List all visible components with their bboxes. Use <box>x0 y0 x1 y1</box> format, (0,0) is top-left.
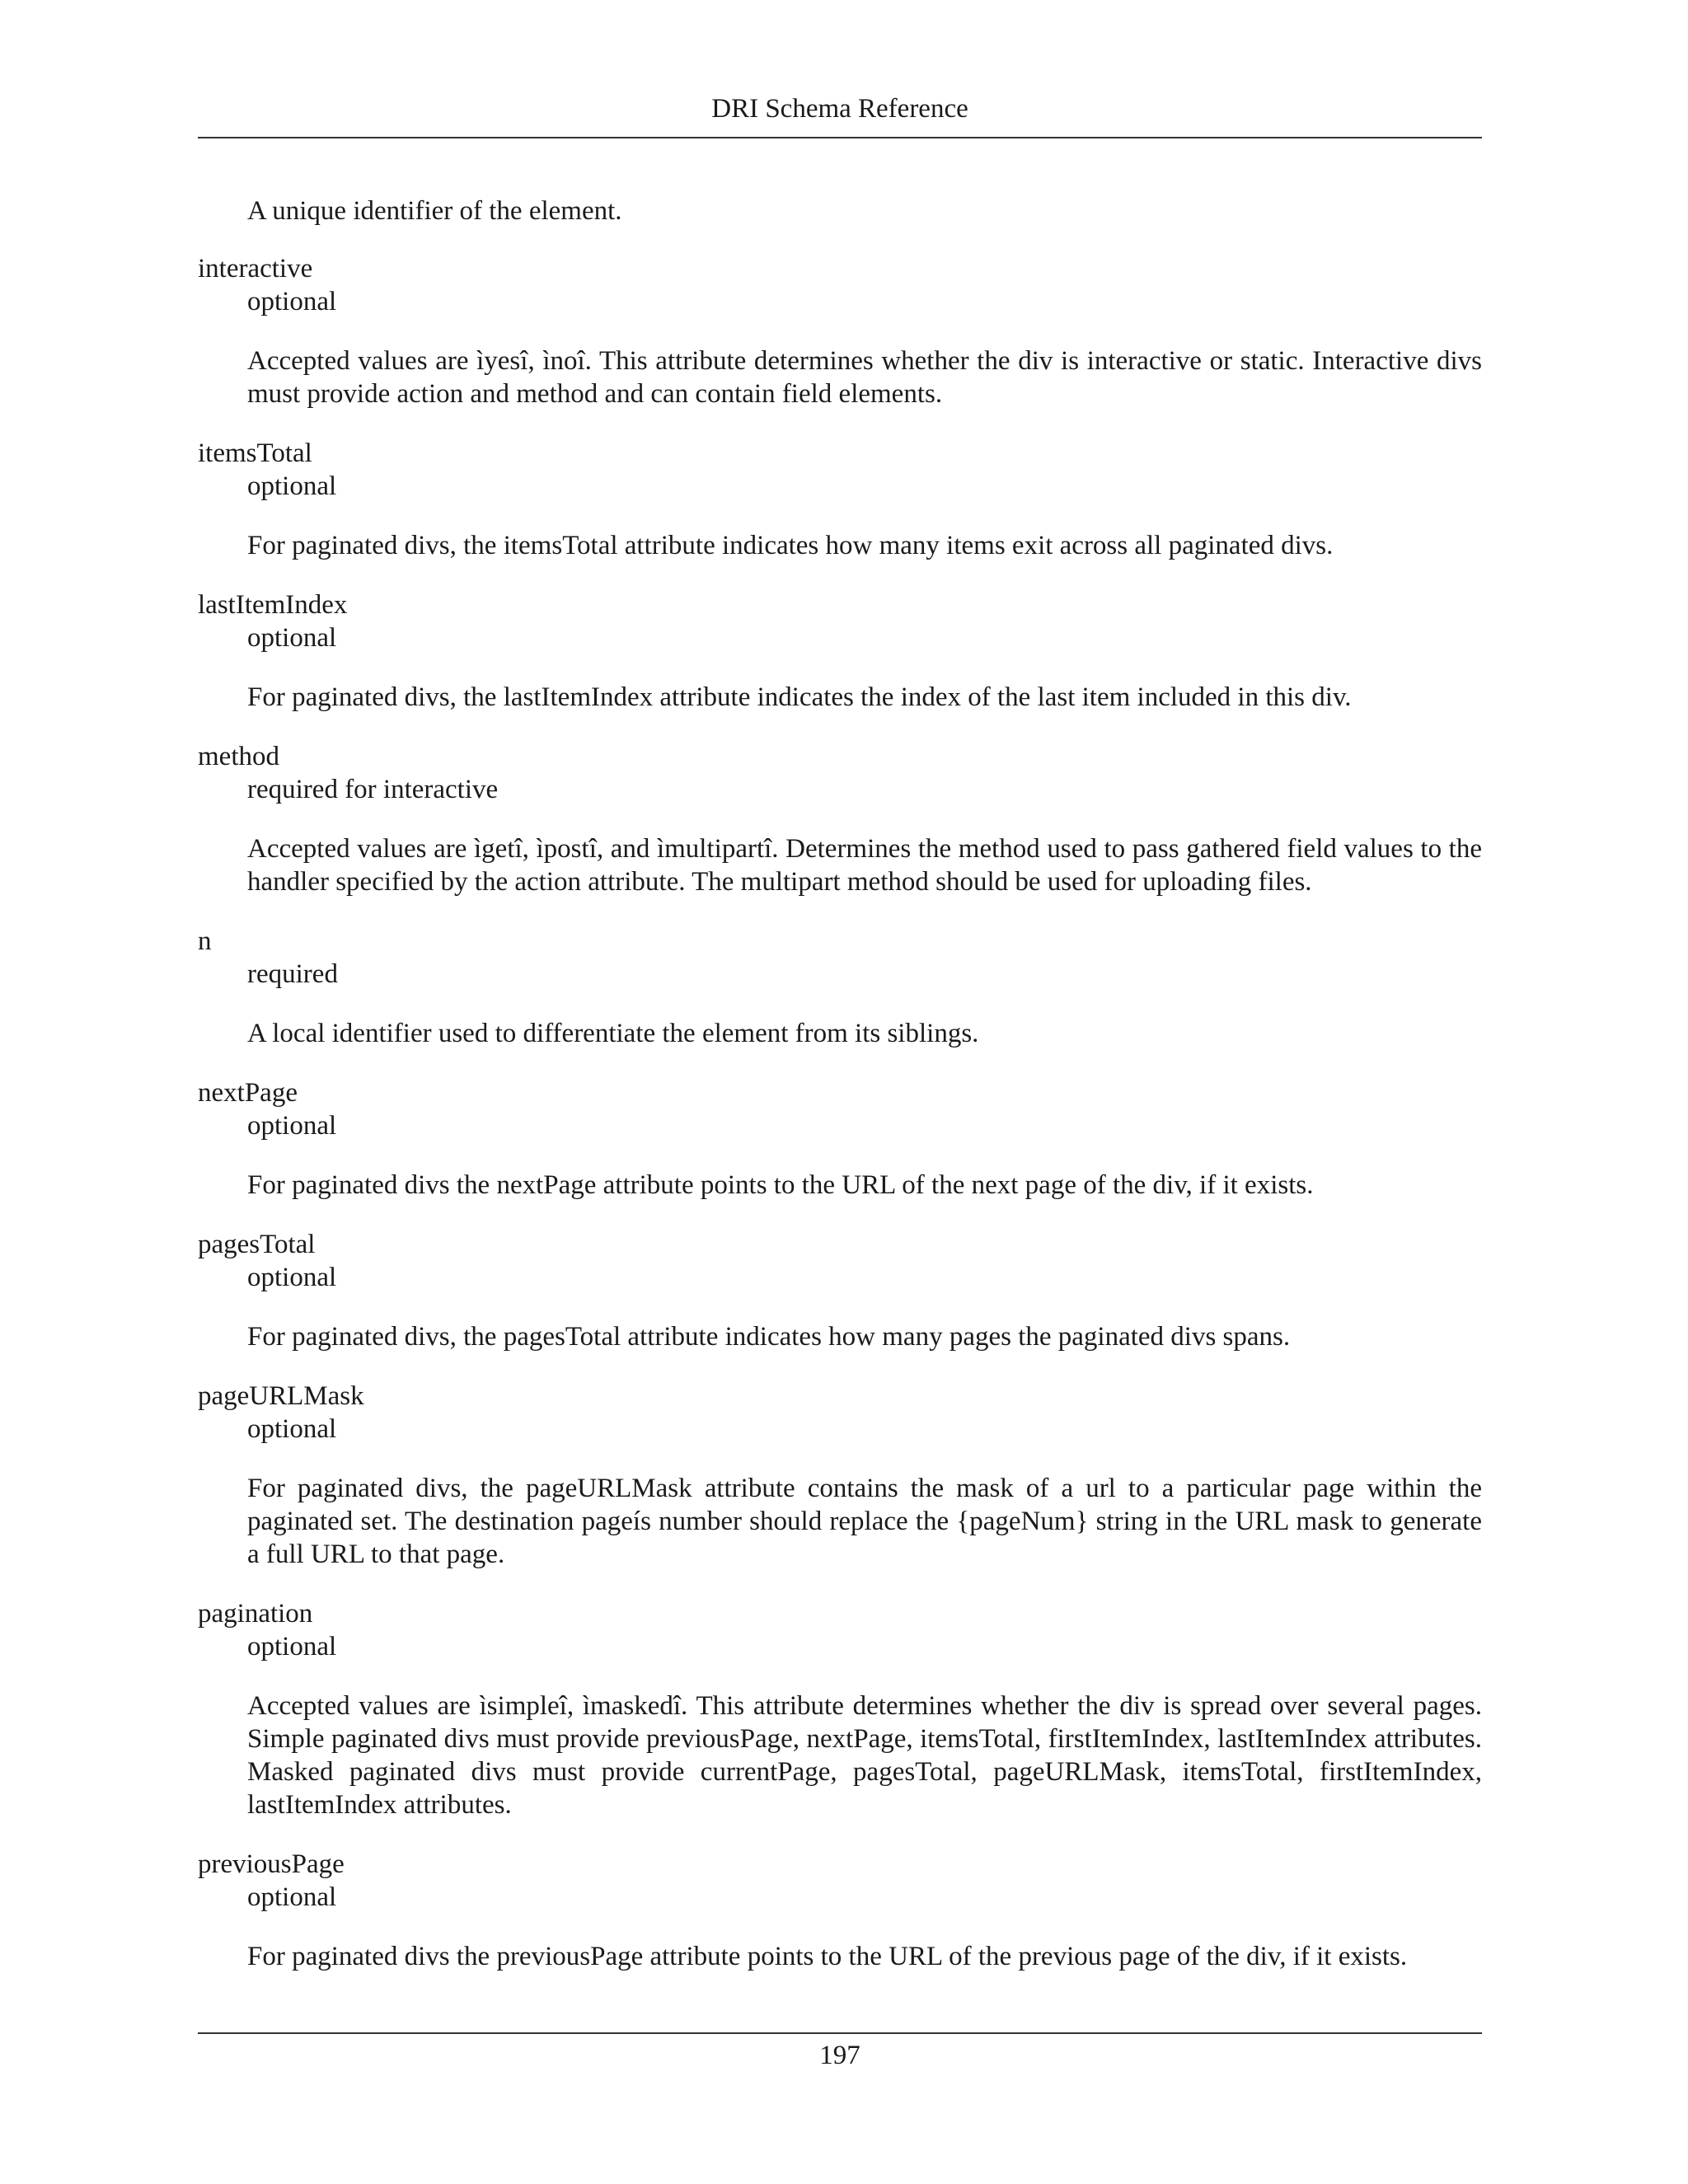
page-footer <box>198 2032 1482 2072</box>
attribute-entry-n <box>198 925 1482 1050</box>
attribute-requirement: optional <box>247 1111 337 1141</box>
page-content <box>198 194 1482 1999</box>
attribute-entry-pagestotal <box>198 1228 1482 1353</box>
attribute-name: nextPage <box>198 1078 298 1108</box>
attribute-name: n <box>198 926 212 956</box>
attribute-entry-pagination <box>198 1597 1482 1821</box>
attribute-name: pagination <box>198 1599 313 1629</box>
attribute-description: A local identifier used to differentiate the element from its siblings. <box>247 1019 979 1048</box>
attribute-description: Accepted values are ìgetî, ìpostî, and ìmultipartî. Determines the method used to pass gathered field values to the handler specified by the action attribute. The multipart method should be used for uploading files. <box>247 834 1482 897</box>
attribute-requirement: optional <box>247 1414 337 1444</box>
attribute-name: pagesTotal <box>198 1230 316 1259</box>
attribute-description: For paginated divs the previousPage attribute points to the URL of the previous page of the div, if it exists. <box>247 1942 1408 1971</box>
attribute-name: itemsTotal <box>198 438 312 468</box>
attribute-requirement: required <box>247 959 338 989</box>
attribute-entry-itemstotal <box>198 437 1482 562</box>
attribute-name: previousPage <box>198 1849 345 1879</box>
attribute-name: interactive <box>198 254 313 284</box>
attribute-name: pageURLMask <box>198 1381 364 1411</box>
attribute-requirement: optional <box>247 471 337 501</box>
attribute-requirement: required for interactive <box>247 775 499 804</box>
attribute-description: For paginated divs, the pageURLMask attribute contains the mask of a url to a particular page within the paginated set. The destination pageís number should replace the {pageNum} string in the URL mask to generate a full URL to that page. <box>247 1474 1482 1569</box>
attribute-requirement: optional <box>247 1263 337 1292</box>
intro-description: A unique identifier of the element. <box>247 196 622 226</box>
attribute-description: For paginated divs, the lastItemIndex attribute indicates the index of the last item included in this div. <box>247 682 1352 712</box>
attribute-requirement: optional <box>247 287 337 316</box>
attribute-description: Accepted values are ìsimpleî, ìmaskedî. This attribute determines whether the div is spread over several pages. Simple paginated divs must provide previousPage, nextPage, itemsTotal, firstItemIndex, lastItemIndex attributes. Masked paginated divs must provide currentPage, pagesTotal, pageURLMask, itemsTotal, firstItemIndex, lastItemIndex attributes. <box>247 1691 1482 1820</box>
attribute-entry-method <box>198 740 1482 898</box>
attribute-entry-pageurlmask <box>198 1380 1482 1571</box>
page-header-title: DRI Schema Reference <box>711 94 968 124</box>
attribute-description: For paginated divs, the itemsTotal attribute indicates how many items exit across all paginated divs. <box>247 531 1334 560</box>
attribute-name: method <box>198 742 279 771</box>
attribute-entry-previouspage <box>198 1848 1482 1973</box>
attribute-requirement: optional <box>247 1882 337 1912</box>
attribute-entry-interactive <box>198 252 1482 410</box>
attribute-description: For paginated divs the nextPage attribute points to the URL of the next page of the div, if it exists. <box>247 1170 1314 1200</box>
attribute-requirement: optional <box>247 1632 337 1661</box>
page-header <box>198 92 1482 138</box>
attribute-description: For paginated divs, the pagesTotal attribute indicates how many pages the paginated divs spans. <box>247 1322 1291 1352</box>
page-number: 197 <box>819 2041 860 2070</box>
attribute-entry-lastitemindex <box>198 588 1482 714</box>
attribute-description: Accepted values are ìyesî, ìnoî. This attribute determines whether the div is interactive or static. Interactive divs must provide action and method and can contain field elements. <box>247 346 1482 409</box>
attribute-requirement: optional <box>247 623 337 653</box>
attribute-name: lastItemIndex <box>198 590 348 620</box>
attribute-entry-nextpage <box>198 1076 1482 1202</box>
